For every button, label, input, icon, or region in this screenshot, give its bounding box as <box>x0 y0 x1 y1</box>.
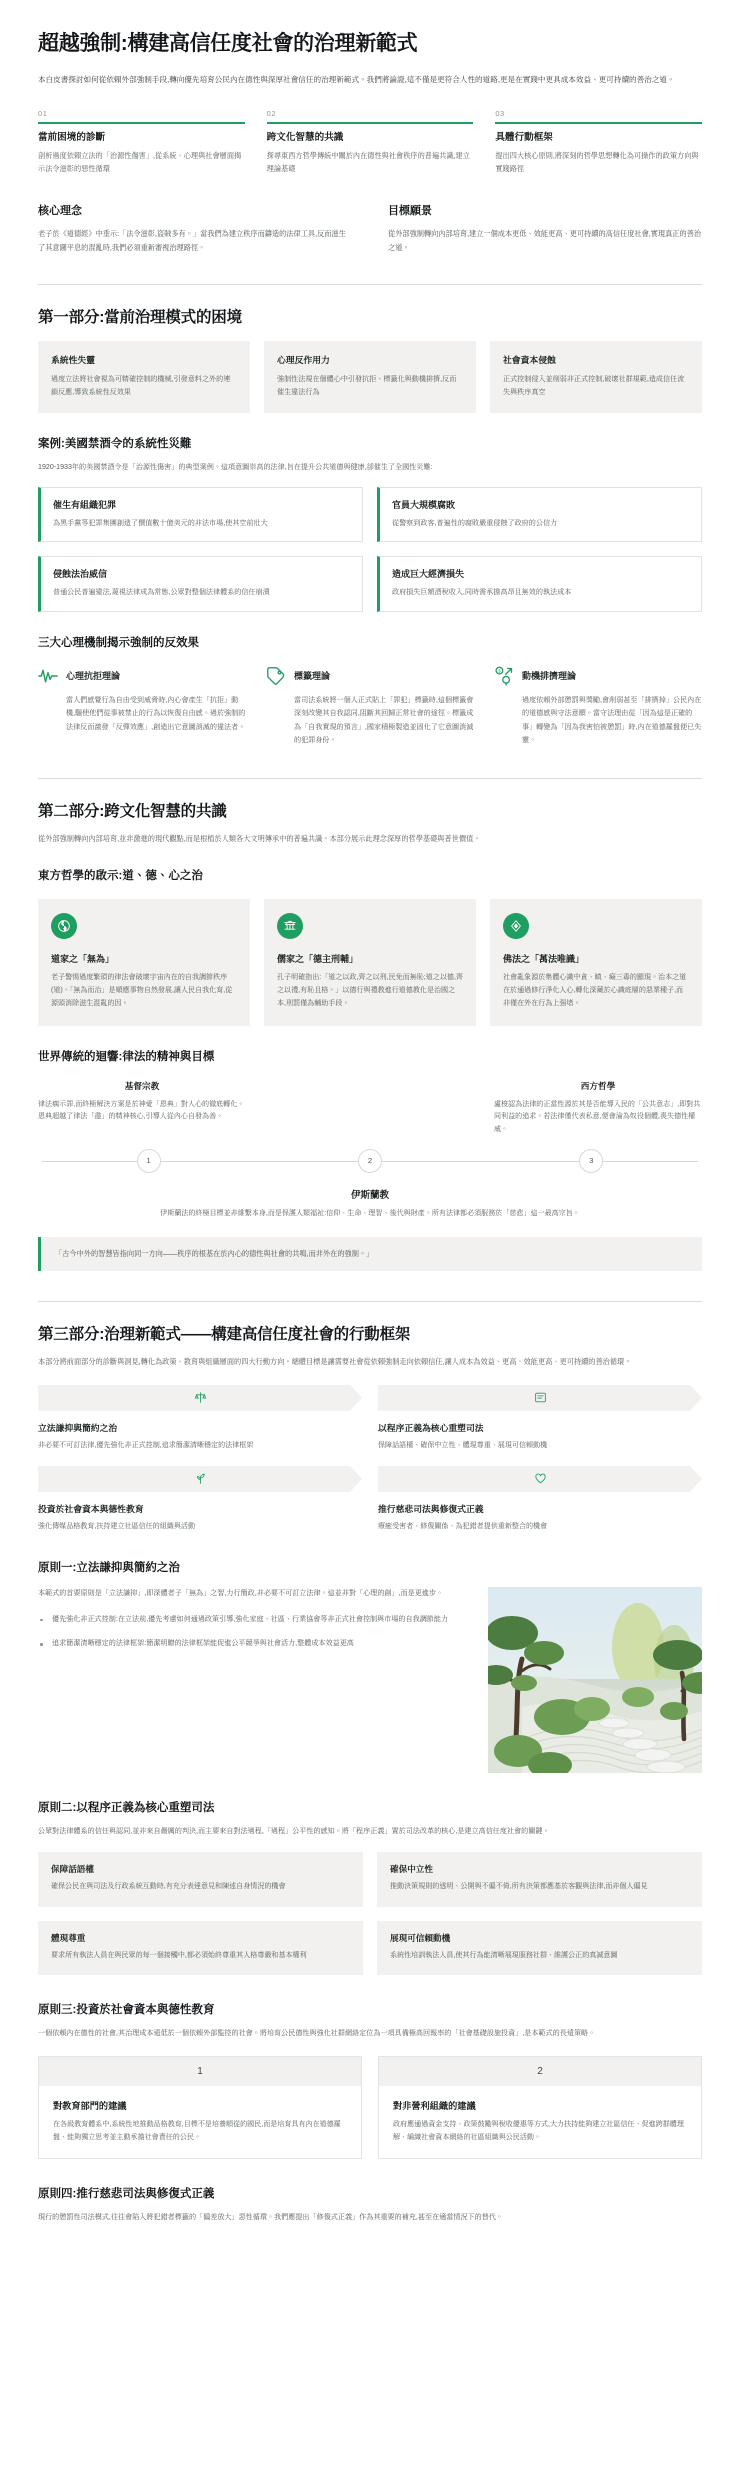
mechanism-desc: 當人們感覺行為自由受到威脅時,內心會產生「抗拒」動機,驅使他們從事被禁止的行為以恢復自由感。過於強制的法律反而激發「反彈效應」,創造出它意圖消滅的違法者。 <box>66 695 246 731</box>
card-desc: 政府損失巨額酒稅收入,同時需承擔高昂且無效的執法成本 <box>392 588 572 597</box>
case-study-lead: 1920-1933年的美國禁酒令是「治源性傷害」的典型案例。這項意圖崇高的法律,旨在提升公共道德與健康,卻催生了全國性災難: <box>38 462 433 471</box>
principle1-text <box>38 1587 464 1773</box>
card-title: 展現可信賴動機 <box>390 1932 451 1943</box>
mechanism-header <box>494 666 702 686</box>
mechanism-title: 標籤理論 <box>294 671 331 682</box>
intro-item-2 <box>267 109 474 176</box>
recommendation-card <box>378 2056 702 2160</box>
mechanism-header <box>266 666 474 686</box>
case-card-grid <box>38 487 702 611</box>
west-tradition-title: 世界傳統的迴響:律法的精神與目標 <box>38 1050 215 1063</box>
principle-title: 投資於社會資本與德性教育 <box>38 1503 144 1514</box>
card-desc: 在各級教育體系中,系統性地推動品格教育,目標不是培養順從的國民,而是培育具有內在道德羅盤、能夠獨立思考並主動承擔社會責任的公民。 <box>53 2120 341 2141</box>
timeline-marker[interactable]: 1 <box>137 1149 161 1173</box>
card-desc: 社會亂象源於集體心識中貪、瞋、癡三毒的顯現。治本之道在於通過修行淨化人心,轉化深藏於心識底層的惡業種子,而非僅在外在行為上强堵。 <box>503 974 687 1007</box>
principle3-title: 原則三:投資於社會資本與德性教育 <box>38 2004 215 2017</box>
principle2-body: 公眾對法律體系的信任與認同,並非來自嚴厲的判決,而主要來自對法過程,「過程」公平性的感知。將「程序正義」置於司法改革的核心,是建立高信任度社會的關鍵。 <box>38 1827 550 1836</box>
card-title: 心理反作用力 <box>277 355 330 366</box>
islam-title: 伊斯蘭教 <box>350 1189 389 1201</box>
procedure-card <box>38 1921 363 1976</box>
dharma-icon <box>503 913 529 939</box>
section-divider <box>38 1301 702 1302</box>
intro-desc: 提出四大核心原則,將深刻的哲學思想轉化為可操作的政策方向與實踐路徑 <box>495 151 699 174</box>
card-desc: 政府應通過資金支持、政策鼓勵與稅收優惠等方式,大力扶持能夠建立社區信任、促進跨群體理解、編織社會資本網絡的社區組織與公民活動。 <box>393 2120 684 2141</box>
zen-garden-illustration <box>488 1587 702 1773</box>
principle1-body: 本範式的首要原則是「立法謙抑」,即深體者子「無為」之智,力行簡政,非必要不可訂立法律。這並非對「心理的創」,而是更進步。 <box>38 1589 444 1598</box>
card-title: 保障話語權 <box>51 1864 94 1875</box>
principle-tile <box>378 1385 702 1452</box>
waveform-icon <box>38 666 58 686</box>
whitepaper-page <box>0 30 740 2245</box>
islam-desc: 伊斯蘭法的終極目標並非維繫本身,而是保護人類福祉:信仰、生命、理智、後代與財產。所有法律都必須服務於「慈悲」這一最高宗旨。 <box>160 1209 580 1217</box>
mechanism-item <box>38 666 246 748</box>
intro-title: 跨文化智慧的共識 <box>266 131 344 143</box>
intro-number: 03 <box>495 109 505 119</box>
principle1-title: 原則一:立法謙抑與簡約之治 <box>38 1562 180 1575</box>
part2-title: 第二部分:跨文化智慧的共識 <box>38 802 227 820</box>
core-concept-title: 核心理念 <box>38 205 82 218</box>
scales-icon <box>378 1385 702 1411</box>
part2-section <box>0 799 740 1272</box>
mechanism-title: 心理抗拒理論 <box>66 671 121 682</box>
case-study-title: 案例:美國禁酒令的系統性災難 <box>38 437 192 450</box>
card-title: 造成巨大經濟損失 <box>392 569 465 580</box>
part3-section <box>0 1322 740 2224</box>
part3-lead: 本部分將前面部分的診斷與洞見,轉化為政策、教育與組織層面的四大行動方向。總體目標是讓需要社會從依賴強制走向依賴信任,讓人成本為效益、更高、效能更高、更可持續的善治循環。 <box>38 1357 632 1367</box>
card-desc: 盧梭認為法律的正當性源於其是否能導入民的「公共意志」,即對共同利益的追求。若法律僅代表私意,便會淪為奴役個體,喪失德性權威。 <box>494 1100 701 1134</box>
mechanisms-grid <box>38 666 702 748</box>
mechanism-title: 動機排擠理論 <box>522 671 577 682</box>
part1-section <box>0 305 740 748</box>
core-vision-grid <box>38 202 702 254</box>
procedure-card <box>377 1921 702 1976</box>
vision-block <box>388 202 702 254</box>
tradition-columns <box>38 1080 702 1137</box>
mechanisms-title: 三大心理機制揭示強制的反效果 <box>38 636 199 649</box>
case-card <box>377 556 702 611</box>
card-title: 道家之「無為」 <box>51 954 115 965</box>
card-desc: 推動決策規則的透明、公開與不偏不倚,所有決策都應基於客觀與法律,而非個人偏見 <box>390 1883 648 1891</box>
philosophy-card <box>490 899 702 1025</box>
card-title: 確保中立性 <box>390 1864 433 1875</box>
bullet-item: 追求簡潔清晰穩定的法律框架:簡潔明瞭的法律框架能促進公平競爭與社會活力,整體成本效益更高 <box>38 1637 464 1650</box>
section-divider <box>38 284 702 285</box>
principle-desc: 保障話語權、確保中立性、體現尊重、展現可信賴動機 <box>378 1441 548 1449</box>
principle-title: 以程序正義為核心重塑司法 <box>378 1422 484 1433</box>
principle2-grid <box>38 1852 702 1975</box>
part1-card <box>264 341 476 412</box>
part1-title: 第一部分:當前治理模式的困境 <box>38 309 242 327</box>
intro-divider <box>495 122 702 123</box>
intro-title: 具體行動框架 <box>495 131 553 143</box>
principle1-row <box>38 1587 702 1773</box>
principle3-body: 一個依賴內在德性的社會,其治理成本遠低於一個依賴外部監控的社會。將培育公民德性與強化社群網絡定位為一項具備極高回報率的「社會基礎設施投資」,是本範式的長遠策略。 <box>38 2029 596 2038</box>
case-card <box>377 487 702 542</box>
yin-yang-icon <box>51 913 77 939</box>
timeline-axis <box>38 1149 702 1175</box>
case-card <box>38 487 363 542</box>
card-desc: 普通公民普遍違法,蔑視法律成為常態,公眾對整個法律體系的信任崩潰 <box>53 588 270 597</box>
card-desc: 孔子明確指出:「道之以政,齊之以刑,民免而無恥;道之以德,齊之以禮,有恥且格。」以德行與禮教進行道德教化是治國之本,刑罰僅為輔助手段。 <box>277 974 463 1007</box>
part1-card <box>490 341 702 412</box>
intro-grid <box>38 109 702 176</box>
card-desc: 從警察到政客,普遍性的腐敗嚴重侵蝕了政府的公信力 <box>392 519 558 528</box>
hero-lead: 本白皮書探討如何從依賴外部強制手段,轉向優先培育公民內在德性與深厚社會信任的治理新範式。我們將論證,這不僅是更符合人性的道路,更是在實踐中更具成本效益、更可持續的善治之道。 <box>38 75 675 85</box>
principle4-title: 原則四:推行慈悲司法與修復式正義 <box>38 2188 215 2201</box>
card-desc: 要求所有執法人員在與民眾的每一個接觸中,都必須始終尊重其人格尊嚴和基本權利 <box>51 1951 307 1959</box>
principle2-title: 原則二:以程序正義為核心重塑司法 <box>38 1802 215 1815</box>
pull-quote: 「古今中外的智慧皆指向同一方向——秩序的根基在於內心的德性與社會的共鳴,而非外在的強制。」 <box>38 1237 702 1272</box>
card-title: 官員大規模腐敗 <box>392 500 456 511</box>
philosophy-card <box>264 899 476 1025</box>
principle-tile <box>38 1385 362 1452</box>
card-number: 1 <box>39 2057 361 2086</box>
intro-number: 02 <box>266 109 277 119</box>
principle4-body: 現行的懲罰性司法模式,往往會陷入將犯錯者標籤的「偏差放大」惡性循環。我們應提出「修復式正義」作為其重要的補充,甚至在適當情況下的替代。 <box>38 2213 504 2222</box>
timeline-marker[interactable]: 3 <box>579 1149 603 1173</box>
philosophy-card <box>38 899 250 1025</box>
svg-text:$: $ <box>498 667 501 673</box>
mechanism-desc: 過度依賴外部懲罰與獎勵,會削弱甚至「排擠掉」公民內在的道德感與守法意願。當守法理由從「因為這是正確的事」轉變為「因為我害怕被懲罰」時,內在道德羅盤便已失靈。 <box>522 695 702 745</box>
card-title: 佛法之「萬法唯識」 <box>503 954 585 965</box>
principle-tile <box>378 1466 702 1533</box>
principle-desc: 強化傳媒品格教育,扶持建立社區信任的組織與活動 <box>38 1522 195 1530</box>
card-title: 西方哲學 <box>580 1080 616 1091</box>
growth-icon <box>38 1466 362 1492</box>
part1-card <box>38 341 250 412</box>
vision-title: 目標願景 <box>388 205 432 218</box>
principle-title: 推行慈悲司法與修復式正義 <box>378 1503 484 1514</box>
procedure-card <box>38 1852 363 1907</box>
east-philosophy-title: 東方哲學的啟示:道、德、心之治 <box>38 870 203 883</box>
tradition-item <box>494 1080 702 1137</box>
intro-number: 01 <box>38 109 48 119</box>
card-title: 對非營利組織的建議 <box>393 2100 476 2111</box>
principles-grid <box>38 1385 702 1533</box>
card-desc: 正式控制侵入並削弱非正式控制,破壞社群規範,造成信任流失與秩序真空 <box>503 375 685 397</box>
card-desc: 系統性培訓執法人員,使其行為能清晰展現服務社群、維護公正的真誠意圖 <box>390 1951 618 1959</box>
timeline-marker-wrap <box>259 1149 480 1173</box>
principle3-grid <box>38 2056 702 2160</box>
principle-title: 立法謙抑與簡約之治 <box>38 1422 118 1433</box>
hero-section <box>0 30 740 254</box>
card-title: 儒家之「德主刑輔」 <box>277 954 359 965</box>
intro-desc: 探尋東西方哲學傳統中關於內在德性與社會秩序的普遍共識,建立理論基礎 <box>266 151 470 174</box>
card-desc: 為黑手黨等犯罪集團創造了價值數十億美元的非法市場,使其空前壯大 <box>53 519 268 528</box>
mechanism-item <box>494 666 702 748</box>
mechanism-header <box>38 666 246 686</box>
intro-item-3 <box>495 109 702 176</box>
card-title: 系統性失靈 <box>51 355 95 366</box>
card-title: 催生有組織犯罪 <box>53 500 117 511</box>
intro-divider <box>38 122 245 123</box>
tradition-item <box>38 1080 246 1137</box>
card-desc: 過度立法將社會視為可精確控制的機械,引發意料之外的連鎖反應,導致系統性反效果 <box>51 375 231 397</box>
principle1-bullets <box>38 1613 464 1650</box>
part2-lead: 從外部強制轉向內部培育,並非激進的現代觀點,而是根植於人類各大文明傳承中的普遍共識。本部分展示此理念深厚的哲學基礎與普世價值。 <box>38 833 481 843</box>
card-title: 對教育部門的建議 <box>53 2100 127 2111</box>
timeline-marker-wrap <box>38 1149 259 1173</box>
balance-minimal-icon <box>38 1385 362 1411</box>
confucius-temple-icon <box>277 913 303 939</box>
intro-divider <box>267 122 474 123</box>
timeline-markers <box>38 1149 702 1173</box>
card-desc: 確保公民在與司法及行政系統互動時,有充分表達意見和陳述自身情況的機會 <box>51 1883 286 1891</box>
card-desc: 律法瘸示罪,而終極解決方案是於神愛「恩典」對人心的徹底轉化。恩典超越了律法「盡」的精神核心,引導人從內心自發為善。 <box>38 1100 245 1121</box>
east-philosophy-grid <box>38 899 702 1025</box>
bullet-item: 優先強化非正式控制:在立法前,優先考慮如何通過政策引導,強化家庭、社區、行業協會等非正式社會控制與市場的自我調節能力 <box>38 1613 464 1626</box>
intro-desc: 剖析過度依賴立法的「治源性傷害」,從系統、心理與社會層面揭示法令滋彰的惡性循環 <box>38 151 242 174</box>
core-concept-block <box>38 202 352 254</box>
mechanism-desc: 當司法系統將一個人正式貼上「罪犯」標籤時,這個標籤會深刻改變其自我認同,阻斷其回歸正常社會的途徑。標籤成為「自我實現的預言」,國家積極製造並固化了它意圖消滅的犯罪身份。 <box>294 695 474 745</box>
principle-desc: 非必要不可訂法律,優先強化非正式控制,追求簡潔清晰穩定的法律框架 <box>38 1441 254 1449</box>
card-title: 侵蝕法治威信 <box>53 569 108 580</box>
card-title: 體現尊重 <box>51 1932 86 1943</box>
principle-tile <box>38 1466 362 1533</box>
page-title: 超越強制:構建高信任度社會的治理新範式 <box>38 32 418 55</box>
core-concept-body: 老子於《道德經》中垂示:「法令滋彰,盜賊多有。」當我們為建立秩序而鑄造的法律工具,反而滋生了其意圖平息的混亂時,我們必須重新審視治理路徑。 <box>38 229 346 252</box>
tag-icon <box>266 666 286 686</box>
section-divider <box>38 778 702 779</box>
card-desc: 強制性法規在個體心中引發抗拒、標籤化與動機排擠,反而催生違法行為 <box>277 375 457 397</box>
timeline-marker[interactable]: 2 <box>358 1149 382 1173</box>
heart-hands-icon <box>378 1466 702 1492</box>
intro-item-1 <box>38 109 245 176</box>
tradition-spacer <box>266 1080 474 1137</box>
part3-title: 第三部分:治理新範式——構建高信任度社會的行動框架 <box>38 1326 411 1344</box>
recommendation-card <box>38 2056 362 2160</box>
card-title: 社會資本侵蝕 <box>503 355 556 366</box>
part1-card-grid <box>38 341 702 412</box>
card-desc: 老子警惕過度繁瑣的律法會破壞宇宙內在的自我調節秩序(道)。「無為而治」是順應事物自然發展,讓人民自我化育,從源頭消除滋生混亂的因。 <box>51 974 233 1007</box>
motivation-crowding-icon <box>494 666 514 686</box>
mechanism-item <box>266 666 474 748</box>
vision-body: 從外部強制轉向內部培育,建立一個成本更低、效能更高、更可持續的高信任度社會,實現真正的善治之道。 <box>388 229 702 252</box>
card-number: 2 <box>379 2057 701 2086</box>
case-card <box>38 556 363 611</box>
timeline-marker-wrap <box>481 1149 702 1173</box>
principle-desc: 療癒受害者、修復關係、為犯錯者提供重新整合的機會 <box>378 1522 548 1530</box>
intro-title: 當前困境的診斷 <box>38 131 106 143</box>
card-title: 基督宗教 <box>124 1080 160 1091</box>
procedure-card <box>377 1852 702 1907</box>
